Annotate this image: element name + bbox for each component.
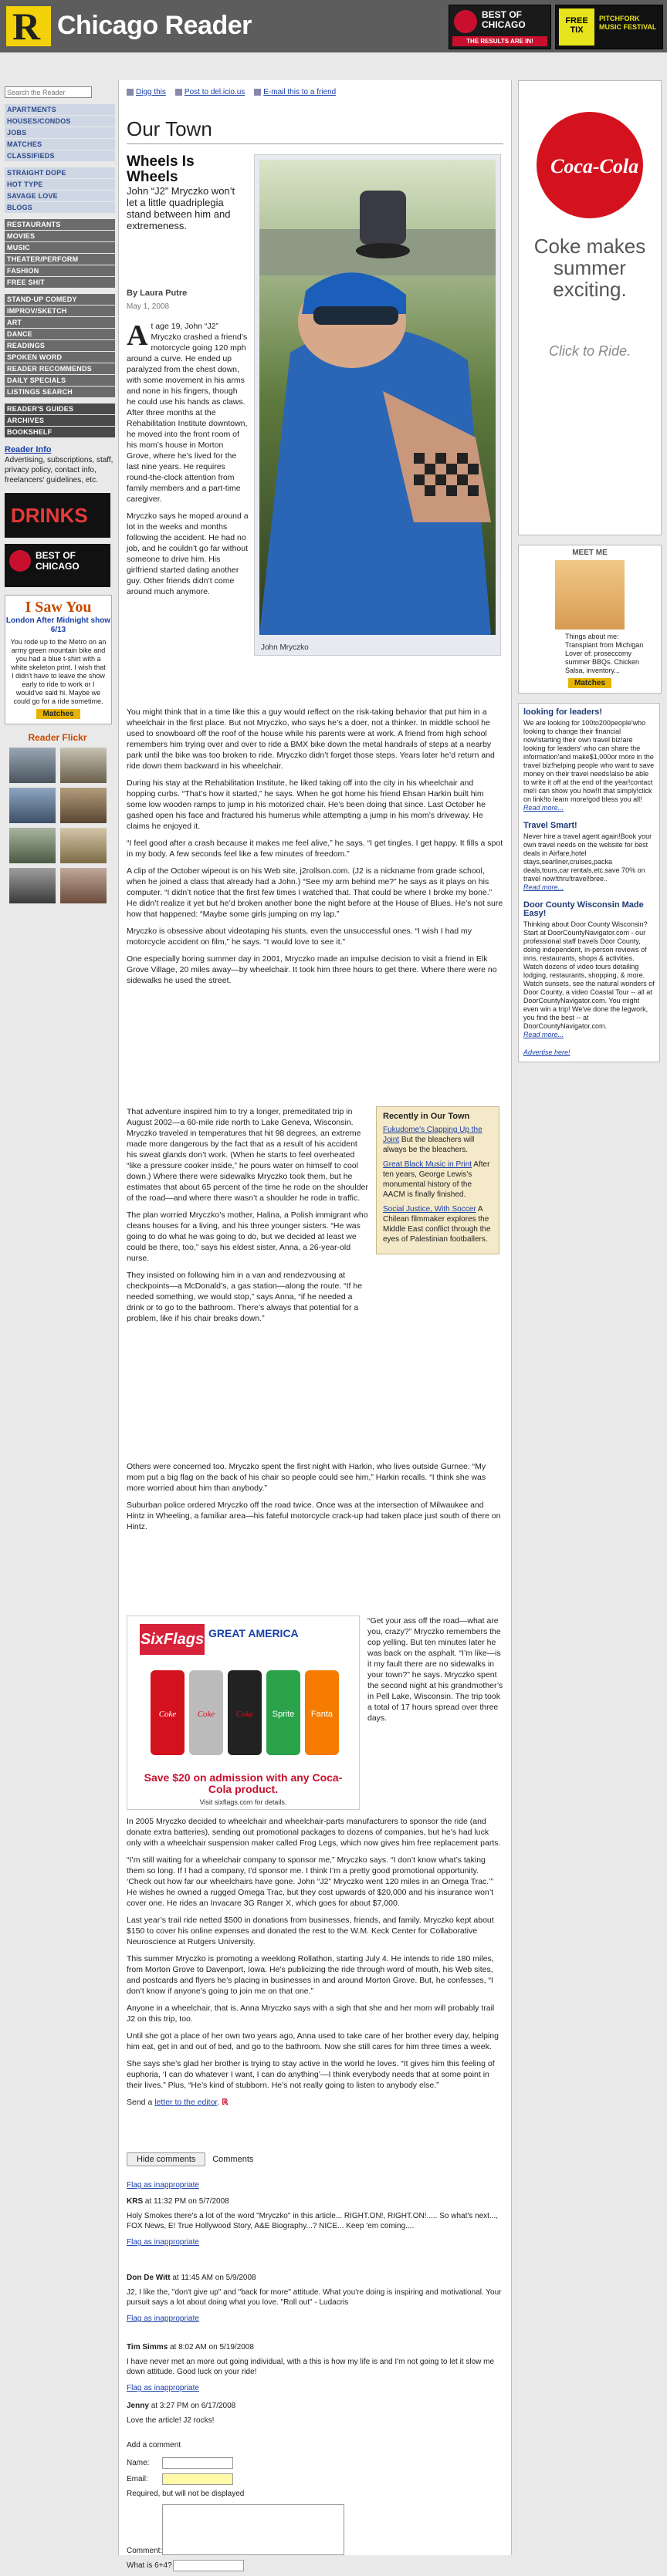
share-toolbar (127, 88, 336, 96)
six-flags-footer: Visit sixflags.com for details. (199, 1798, 287, 1806)
paragraph: During his stay at the Rehabilitation Institute, he liked taking off into the city in his wheelchair and hopping curbs. “That’s how it started,” he says. When he got home his friend Ehsan Harkin built him some low wooden ramps to jump in his motorized chair. He’s been doing that since. Last October he gashed open his face and fractured his humerus while attempting a jump in his mom’s driveway. He claims he enjoyed it. (127, 778, 486, 831)
paragraph: This summer Mryczko is promoting a weeklong Rollathon, starting July 4. He intends to ride 180 miles, from Morton Grove to Davenport, Iowa. He’s publicizing the ride through word of mouth, his Web sites, and postcards and flyers he’s placing in businesses in and around Morton Grove. But, he confesses, “I don’t know if anyone’s going to join me on that one.” (127, 1954, 494, 1996)
classified-text: We are looking for 100to200people'who looking to change their financial now!starting their own travel biz!are looking for leaders' who can share the information'and make$1,000or more in the travel biz!helping people who want to save money on their travel needs!also be able to write it off at the end of the year!contact me!i can show you how!It that simply!click on link!to learn more!god bless you all! (523, 719, 655, 803)
flickr-photo[interactable] (60, 868, 107, 903)
comment-text: Holy Smokes there's a lot of the word "Mryczko" in this article... RIGHT.ON!, RIGHT.ON!..... So what's next..., FOX News, E! True Hollywood Story, A&E Biography...? NICE... Keep 'em coming.... (127, 2212, 499, 2230)
photo-caption: John Mryczko (261, 643, 309, 652)
nav-daily-specials[interactable]: DAILY SPECIALS (5, 375, 115, 386)
recent-link[interactable]: Great Black Music in Print (383, 1160, 472, 1169)
captcha-label: What is 6+4? (127, 2561, 172, 2570)
can-label: Coke (235, 1710, 254, 1719)
paragraph: A clip of the October wipeout is on his Web site, j2rollson.com. (J2 is a nickname from grade school, when he joined a class that already had a John.) “See my arm behind me?” he says as it plays on his computer. “I didn’t notice that the first few times I watched that. That could be where I broke my bone.” He didn’t realize it yet but he’d broken another bone the night before at the House of Blues. He’s not sure how that happened: “Maybe some girls jumping on my lap.” (127, 866, 503, 919)
reader-info (5, 445, 115, 485)
meet-me-box[interactable] (518, 545, 662, 694)
classified-title[interactable]: Door County Wisconsin Made Easy! (523, 900, 644, 918)
nav-group-arts (5, 219, 115, 288)
flag-inappropriate-link[interactable]: Flag as inappropriate (127, 2314, 199, 2323)
article-column (118, 80, 512, 2570)
best-of-chicago-banner-ad[interactable] (449, 5, 551, 49)
flag-inappropriate-link[interactable]: Flag as inappropriate (127, 2384, 199, 2392)
classified-text: Thinking about Door County Wisconsin? Start at DoorCountyNavigator.com - our professional staff travels Door County, doing independent, in-person reviews of inns, restaurants, shops & activities. Watch dozens of video tours detailing lodging, restaurants, shopping, & more. Watch sunsets, see the natural wonders of Door County, a video Coastal Tour -- all at DoorCountyNavigator.com. You might even win a trip! We've done the legwork, you find the best -- at DoorCountyNavigator.com. (523, 920, 655, 1030)
comment-time: at 3:27 PM on 6/17/2008 (151, 2402, 236, 2410)
article-body-end (127, 1816, 503, 2114)
six-flags-logo: SixFlags (140, 1624, 205, 1655)
paragraph: Mryczko is obsessive about videotaping his stunts, even the unsuccessful ones. “I wish I had my motorcycle accident on film,” he says. “I would love to see it.” (127, 927, 472, 947)
coke-ad[interactable] (518, 80, 662, 535)
recent-title: Recently in Our Town (383, 1112, 470, 1121)
comments-controls (127, 2152, 253, 2166)
photo-john-mryczko (259, 160, 496, 635)
paragraph: You might think that in a time like this a guy would reflect on the risk-taking behavior that put him in a wheelchair in the first place. But not Mryczko, who says he’s a doer, not a thinker. In middle school he used to snowboard off the roof of the house while his parents were at work. A friend from high school remembers him trying over and over to ride a BMX bike down the metal handrails of steps at a nearby park until the bike was too broken to ride. Mryczko didn’t forget those steps. Years later he’d return and ride down them backward in his wheelchair. (127, 707, 495, 771)
coke-click-to-ride[interactable]: Click to Ride. (548, 343, 631, 359)
nav-classifieds[interactable]: CLASSIFIEDS (5, 150, 115, 161)
paragraph: Suburban police ordered Mryczko off the road twice. Once was at the intersection of Milwaukee and Hintz in Wheeling, a familiar area—his fateful motorcycle crack-up had taken place just south of there on Hintz. (127, 1501, 501, 1531)
nav-dance[interactable]: DANCE (5, 329, 115, 339)
reader-logo[interactable]: R (6, 6, 51, 46)
nav-bookshelf[interactable]: BOOKSHELF (5, 427, 115, 437)
paragraph: t age 19, John “J2” Mryczko crashed a friend’s motorcycle going 120 mph around a curve. He ended up paralyzed from the chest down, with some movement in his arms and none in his fingers, though he could use his hands as claws. After three months at the Rehabilitation Institute downtown, he moved into the front room of his mom’s house in Morton Grove, where he’s lived for the last nine years. He requires round-the-clock attention from family members and a part-time caregiver. (127, 322, 248, 504)
letter-to-editor-line: Send a letter to the editor. ℝ (127, 2098, 229, 2107)
nav-listings-search[interactable]: LISTINGS SEARCH (5, 387, 115, 397)
flickr-photo[interactable] (60, 748, 107, 783)
article-body-top (127, 321, 249, 603)
paragraph: One especially boring summer day in 2001, Mryczko made an impulse decision to visit a friend in Elk Grove Village, 20 miles away—by wheelchair. It took him three hours to get there. Where there were no sidewalks he used the street. (127, 954, 497, 985)
nav-group-classifieds (5, 104, 115, 161)
best-ad-label: BEST OF CHICAGO (36, 550, 80, 572)
flickr-photo[interactable] (9, 828, 56, 863)
nav-houses-condos[interactable]: HOUSES/CONDOS (5, 116, 115, 127)
add-comment-heading: Add a comment (127, 2441, 181, 2449)
comment (127, 2401, 503, 2426)
comment-form (127, 2441, 503, 2576)
chicago-star-icon (454, 10, 477, 33)
meet-me-title: MEET ME (572, 549, 608, 557)
nav-fashion[interactable]: FASHION (5, 265, 115, 276)
paragraph: She says she’s glad her brother is trying to stay active in the world he loves. “It gives him this feeling of euphoria, ‘I can do whatever I want, I can do anything’—I think everybody needs that at some point in their lives.” Plus, “He’s kind of stubborn. He’s not really going to listen to anybody else.” (127, 2059, 495, 2090)
article-subhead: John “J2” Mryczko won’t let a little quadriplegia stand between him and extremeness. (127, 185, 235, 231)
nav-savage-love[interactable]: SAVAGE LOVE (5, 191, 115, 201)
i-saw-you-subject: London After Midnight show 6/13 (5, 616, 111, 634)
classified-title[interactable]: looking for leaders! (523, 707, 603, 717)
comment-time: at 11:32 PM on 5/7/2008 (144, 2197, 229, 2206)
comment (127, 2180, 503, 2254)
delicious-icon (175, 89, 182, 96)
drinks-ad[interactable] (5, 493, 110, 538)
recent-text: After ten years, George Lewis's monumental history of the AACM is finally finished. (383, 1160, 490, 1199)
comments-label: Comments (212, 2155, 254, 2164)
comment-author: Don De Witt (127, 2274, 171, 2282)
nav-spoken-word[interactable]: SPOKEN WORD (5, 352, 115, 363)
letter-to-editor-link[interactable]: letter to the editor (154, 2098, 218, 2107)
right-sidebar (518, 80, 660, 1062)
read-more-link[interactable]: Read more... (523, 804, 564, 812)
byline: By Laura Putre (127, 289, 188, 298)
comment-time: at 11:45 AM on 5/9/2008 (172, 2274, 256, 2282)
matches-button[interactable]: Matches (36, 709, 80, 719)
nav-group-columns (5, 167, 115, 213)
article-body-mid (127, 707, 503, 992)
name-label: Name: (127, 2459, 150, 2467)
can-label: Sprite (272, 1710, 295, 1719)
classified-item (523, 901, 655, 1039)
comment-time: at 8:02 AM on 5/19/2008 (169, 2343, 254, 2351)
comment-author: Jenny (127, 2402, 149, 2410)
nav-restaurants[interactable]: RESTAURANTS (5, 219, 115, 230)
six-flags-subtitle: GREAT AMERICA (208, 1627, 299, 1639)
can-label: Fanta (310, 1710, 334, 1719)
ad-title: PITCHFORK MUSIC FESTIVAL (599, 15, 657, 31)
coke-slogan: Coke makes summer exciting. (533, 235, 646, 301)
pitchfork-banner-ad[interactable] (555, 5, 663, 49)
flickr-photo[interactable] (60, 788, 107, 823)
flickr-photo[interactable] (9, 748, 56, 783)
nav-theater[interactable]: THEATER/PERFORM (5, 254, 115, 265)
soda-cans-image (143, 1663, 344, 1763)
comment-textarea[interactable] (162, 2504, 344, 2555)
article-headline: Wheels Is Wheels (127, 154, 195, 185)
left-sidebar (5, 86, 115, 903)
nav-hot-type[interactable]: HOT TYPE (5, 179, 115, 190)
site-title[interactable]: Chicago Reader (57, 11, 252, 40)
classified-item (523, 708, 655, 812)
meet-me-text: Things about me: Transplant from Michigan Lover of: proseccomy summer BBQs. Chicken Salsa, inventory... (565, 633, 644, 674)
reader-flickr (5, 732, 110, 903)
paragraph: Others were concerned too. Mryczko spent the first night with Harkin, who lives outside Gurnee. “My mom put a big flag on the back of his chair so people could see him,” Harkin recalls. “I think she was more worried about him than anybody.” (127, 1462, 486, 1493)
recently-in-our-town (376, 1106, 499, 1254)
classified-item (523, 822, 655, 892)
article-body-continued (127, 1461, 503, 1538)
paragraph: They insisted on following him in a van and rendezvousing at checkpoints—a McDonald’s, a gas station—along the route. “If he needed something, we would stop,” says Anna, “if he needed a drink or to go to the bathroom. There’s always that potential for a problem, like if his chair breaks down.” (127, 1271, 363, 1323)
captcha-input[interactable] (173, 2560, 244, 2571)
six-flags-ad[interactable] (127, 1615, 360, 1810)
nav-readings[interactable]: READINGS (5, 340, 115, 351)
divider (127, 143, 503, 144)
email-friend-link[interactable]: E-mail this to a friend (254, 88, 336, 96)
paragraph: “I feel good after a crash because it makes me feel alive,” he says. “I get tingles. I get happy. It fills a spot in my body. A few seconds feel like a few minutes of freedom.” (127, 839, 503, 859)
required-note: Required, but will not be displayed (127, 2490, 245, 2498)
flickr-photo[interactable] (60, 828, 107, 863)
recent-link[interactable]: Fukudome's Clapping Up the Joint (383, 1126, 482, 1144)
chicago-star-icon (9, 550, 31, 572)
hide-comments-button[interactable]: Hide comments (127, 2152, 205, 2166)
nav-improv[interactable]: IMPROV/SKETCH (5, 306, 115, 316)
classified-text: Never hire a travel agent again!Book your own travel needs on the website for best deals in Airfare,hotel stays,searliner,cruises,packa deals,tours,car rentals,etc.save 70% on travel now!thru!travel!bree.. (523, 832, 652, 883)
article-photo[interactable] (254, 154, 501, 656)
nav-group-events (5, 294, 115, 397)
classified-title[interactable]: Travel Smart! (523, 821, 577, 830)
name-input[interactable] (162, 2457, 233, 2469)
email-icon (254, 89, 261, 96)
comment-text: I have never met an more out going individual, with a this is how my life is and I'm not going to let it slow me down attitude. Good luck on your ride! (127, 2358, 495, 2376)
section-title: Our Town (127, 117, 212, 140)
six-flags-offer: Save $20 on admission with any Coca-Cola product. (144, 1771, 343, 1795)
photo-illustration (259, 160, 496, 635)
nav-reader-recommends[interactable]: READER RECOMMENDS (5, 363, 115, 374)
paragraph: “Get your ass off the road—what are you, crazy?” Mryczko remembers the cop yelling. But ten minutes later he was back on the asphalt. “I’m like—is it my fault there are no sidewalks in your town?” he says. Mryczko spent the second night at his grandmother’s in Pell Lake, Wisconsin. The trip took a total of 17 hours spread over three days. (367, 1616, 503, 1723)
article-body-beside-ad (367, 1615, 503, 1730)
masthead (0, 0, 667, 52)
nav-art[interactable]: ART (5, 317, 115, 328)
nav-blogs[interactable]: BLOGS (5, 202, 115, 213)
reader-info-text: Advertising, subscriptions, staff, privacy policy, contact info, freelancers' guidelines, etc. (5, 456, 113, 484)
drinks-ad-label: DRINKS (11, 504, 88, 527)
comment-text: J2, I like the, "don't give up" and "back for more" attitude. What you're doing is inspiring and motivational. Your pursuit says a lot about doing what you love. "Roll out" - Ludacris (127, 2288, 502, 2307)
paragraph: Mryczko says he moped around a lot in the weeks and months following the accident. He had no job, and he couldn’t go far without someone to drive him. His girlfriend started dating another guy. Other friends didn’t come around much anymore. (127, 511, 249, 596)
comment-author: Tim Simms (127, 2343, 168, 2351)
best-of-chicago-ad[interactable] (5, 544, 110, 587)
dropcap: A (127, 319, 148, 352)
flickr-title[interactable]: Reader Flickr (28, 732, 87, 743)
nav-group-guides (5, 403, 115, 437)
nav-archives[interactable]: ARCHIVES (5, 415, 115, 426)
digg-link[interactable]: Digg this (127, 88, 166, 96)
flickr-photo[interactable] (9, 868, 56, 903)
paragraph: That adventure inspired him to try a longer, premeditated trip in August 2002—a 60-mile ride north to Lake Geneva, Wisconsin. Mryczko traveled in temperatures that hit 98 degrees, an extreme made more dangerous by the fact that as a result of his accident his sweat glands don’t work. (When he starts to feel overheated “like a pressure cooker inside,” he pours water on himself to cool down.) Where there were sidewalks Mryczko took them, but he estimates that about 65 percent of the time he rode on the shoulder of the road—and where there wasn’t a shoulder he rode in traffic. (127, 1107, 368, 1203)
paragraph: In 2005 Mryczko decided to wheelchair and wheelchair-parts manufacturers to sponsor the ride (and donate extra batteries), sending out promotional packages to dozens of companies, but he’s had luck only with a wheelchair suspension maker called Frog Legs, which now gives him free replacement parts. (127, 1817, 501, 1848)
coca-cola-disc-icon: Coca-Cola (537, 112, 643, 218)
nav-movies[interactable]: MOVIES (5, 231, 115, 241)
i-saw-you-body: You rode up to the Metro on an army green mountain bike and you had a blue t-shirt with a white skeleton print. I wish that I didn't have to leave the show early to ride to work or I would've said hi. Maybe we could go for a ride sometime. (10, 638, 107, 705)
reader-info-link[interactable]: Reader Info (5, 445, 52, 454)
paragraph: The plan worried Mryczko’s mother, Halina, a Polish immigrant who cleans houses for a living, and his three younger sisters. “He was going to do what he was going to do, but we decided at least we could be there, too,” says his eldest sister, Anna, a 26-year-old nurse. (127, 1210, 368, 1263)
ad-title: BEST OF CHICAGO (482, 9, 526, 30)
comment-author: KRS (127, 2197, 144, 2206)
nav-music[interactable]: MUSIC (5, 242, 115, 253)
comment (127, 2273, 503, 2330)
nav-readers-guides[interactable]: READER'S GUIDES (5, 403, 115, 414)
read-more-link[interactable]: Read more... (523, 883, 564, 891)
matches-button[interactable]: Matches (568, 678, 611, 688)
can-label: Coke (197, 1710, 215, 1719)
paragraph: “I’m still waiting for a wheelchair company to sponsor me,” Mryczko says. “I don’t know what’s taking them so long. If I had a company, I’d sponsor me. I think I’m a pretty good promotional opportunity. ‘Check out how far our wheelchairs have gone. John “J2” Mryczko went 120 miles in an Omega Trac.’” He wishes he owned a rugged Omega Trac, but they cost upwards of $20,000 and his insurance won’t cover one. He rides an Invacare 3G Ranger X, which goes for about $7,000. (127, 1855, 494, 1908)
free-tix-label: FREE TIX (559, 8, 594, 46)
flag-inappropriate-link[interactable]: Flag as inappropriate (127, 2238, 199, 2247)
nav-straight-dope[interactable]: STRAIGHT DOPE (5, 167, 115, 178)
comment (127, 2342, 503, 2399)
article-date: May 1, 2008 (127, 302, 170, 311)
recent-text: A Chilean filmmaker explores the Middle East conflict through the eyes of Palestinian footballers. (383, 1205, 491, 1244)
nav-free-shit[interactable]: FREE SHIT (5, 277, 115, 288)
recent-link[interactable]: Social Justice, With Soccer (383, 1205, 476, 1214)
i-saw-you-title: I Saw You (25, 599, 92, 616)
email-input[interactable] (162, 2473, 233, 2485)
article-body-side (127, 1106, 369, 1330)
ad-subtitle: THE RESULTS ARE IN! (452, 36, 547, 46)
comment-label: Comment: (127, 2547, 163, 2555)
email-label: Email: (127, 2475, 148, 2483)
i-saw-you-box[interactable] (5, 595, 112, 724)
classified-ads (518, 703, 660, 1062)
nav-apartments[interactable]: APARTMENTS (5, 104, 115, 115)
reader-r-icon: ℝ (222, 2098, 229, 2107)
profile-photo[interactable] (555, 560, 625, 630)
paragraph: Last year’s trail ride netted $500 in donations from businesses, friends, and family. Mryczko kept about $150 to cover his online expenses and donated the rest to the W.M. Keck Center for Collaborative Neuroscience at Rutgers University. (127, 1916, 494, 1946)
flickr-photo[interactable] (9, 788, 56, 823)
search-input[interactable] (5, 86, 92, 98)
can-label: Coke (158, 1710, 177, 1719)
flag-inappropriate-link[interactable]: Flag as inappropriate (127, 2181, 199, 2189)
nav-jobs[interactable]: JOBS (5, 127, 115, 138)
advertise-here-link[interactable]: Advertise here! (523, 1048, 571, 1056)
recent-text: But the bleachers will always be the bleachers. (383, 1136, 475, 1154)
digg-icon (127, 89, 134, 96)
comment-text: Love the article! J2 rocks! (127, 2416, 215, 2425)
nav-standup[interactable]: STAND-UP COMEDY (5, 294, 115, 305)
nav-matches[interactable]: MATCHES (5, 139, 115, 150)
paragraph: Anyone in a wheelchair, that is. Anna Mryczko says with a sigh that she and her mom will probably trail J2 on this trip, too. (127, 2004, 495, 2024)
read-more-link[interactable]: Read more... (523, 1031, 564, 1038)
paragraph: Until she got a place of her own two years ago, Anna used to take care of her brother every day, helping him eat, get in and out of bed, and go to the bathroom. Now she still cares for him three times a week. (127, 2031, 499, 2051)
delicious-link[interactable]: Post to del.icio.us (175, 88, 245, 96)
